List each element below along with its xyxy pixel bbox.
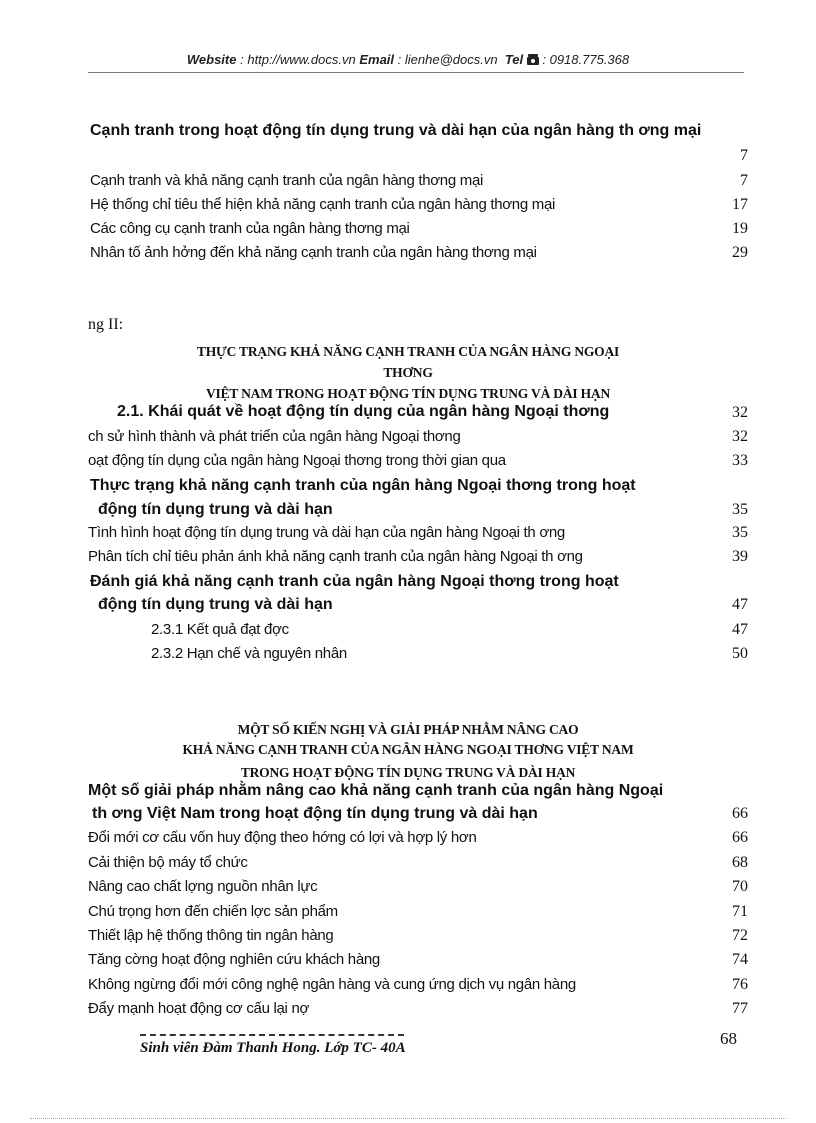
page-ref: 77 bbox=[732, 1000, 748, 1017]
toc-entry: Đẩy mạnh hoạt động cơ cấu lại nợ bbox=[88, 1000, 310, 1017]
toc-entry: oạt động tín dụng của ngân hàng Ngoại thơng trong thời gian qua bbox=[88, 452, 506, 469]
page-ref: 29 bbox=[732, 244, 748, 261]
section-heading: Cạnh tranh trong hoạt động tín dụng trung và dài hạn của ngân hàng th ơng mại bbox=[90, 122, 702, 139]
page-ref: 33 bbox=[732, 452, 748, 469]
tel-label: Tel bbox=[504, 52, 524, 67]
header-rule bbox=[88, 72, 744, 73]
page-number: 68 bbox=[720, 1029, 737, 1048]
page-ref: 66 bbox=[732, 829, 748, 846]
toc-entry: Không ngừng đổi mới công nghệ ngân hàng và cung ứng dịch vụ ngân hàng bbox=[88, 976, 576, 993]
chapter-label: ng II: bbox=[88, 316, 124, 333]
toc-entry: 2.3.1 Kết quả đạt đợc bbox=[151, 621, 289, 638]
toc-entry: Cạnh tranh và khả năng cạnh tranh của ngân hàng thơng mại bbox=[90, 172, 484, 189]
page-header bbox=[0, 52, 816, 67]
tel-value: : 0918.775.368 bbox=[542, 52, 630, 67]
page-ref: 32 bbox=[732, 428, 748, 445]
toc-entry: Nâng cao chất lợng nguồn nhân lực bbox=[88, 878, 318, 895]
email-label: Email bbox=[359, 52, 395, 67]
toc-entry: Chú trọng hơn đến chiến lợc sản phẩm bbox=[88, 903, 338, 920]
chapter-title-line: THỰC TRẠNG KHẢ NĂNG CẠNH TRANH CỦA NGÂN HÀNG NGOẠI bbox=[196, 344, 620, 359]
page-ref: 47 bbox=[732, 621, 748, 638]
website-value: : http://www.docs.vn bbox=[240, 52, 356, 67]
page-ref: 74 bbox=[732, 951, 748, 968]
section-heading: Thực trạng khả năng cạnh tranh của ngân hàng Ngoại thơng trong hoạt bbox=[90, 477, 636, 494]
toc-entry: Hệ thống chỉ tiêu thể hiện khả năng cạnh tranh của ngân hàng thơng mại bbox=[90, 196, 556, 213]
toc-entry: 2.3.2 Hạn chế và nguyên nhân bbox=[151, 645, 347, 662]
toc-entry: Tình hình hoạt động tín dụng trung và dài hạn của ngân hàng Ngoại th ơng bbox=[88, 524, 565, 541]
section-heading: 2.1. Khái quát về hoạt động tín dụng của ngân hàng Ngoại thơng bbox=[117, 403, 610, 420]
page-ref: 17 bbox=[732, 196, 748, 213]
page-ref: 35 bbox=[732, 501, 748, 518]
chapter-title-line: KHẢ NĂNG CẠNH TRANH CỦA NGÂN HÀNG NGOẠI THƠNG VIỆT NAM bbox=[182, 742, 634, 757]
footer-rule bbox=[140, 1034, 404, 1036]
chapter-title-line: THƠNG bbox=[383, 365, 433, 380]
page-ref: 47 bbox=[732, 596, 748, 613]
website-label: Website bbox=[186, 52, 237, 67]
toc-entry: Tăng cờng hoạt động nghiên cứu khách hàng bbox=[88, 951, 380, 968]
page-ref: 32 bbox=[732, 404, 748, 421]
toc-entry: Cải thiện bộ máy tổ chức bbox=[88, 854, 248, 871]
page-ref: 7 bbox=[740, 172, 748, 189]
bottom-border bbox=[30, 1118, 786, 1119]
page-ref: 68 bbox=[732, 854, 748, 871]
section-heading: Một số giải pháp nhằm nâng cao khả năng cạnh tranh của ngân hàng Ngoại bbox=[88, 782, 664, 799]
page-ref: 7 bbox=[740, 147, 748, 164]
footer-author: Sinh viên Đàm Thanh Hong. Lớp TC- 40A bbox=[140, 1040, 406, 1056]
page-ref: 39 bbox=[732, 548, 748, 565]
toc-entry: Các công cụ cạnh tranh của ngân hàng thơng mại bbox=[90, 220, 410, 237]
section-heading: động tín dụng trung và dài hạn bbox=[98, 596, 333, 613]
page-ref: 35 bbox=[732, 524, 748, 541]
page-ref: 71 bbox=[732, 903, 748, 920]
toc-entry: ch sử hình thành và phát triển của ngân hàng Ngoại thơng bbox=[88, 428, 461, 445]
page-ref: 76 bbox=[732, 976, 748, 993]
page-ref: 70 bbox=[732, 878, 748, 895]
chapter-title-line: VIỆT NAM TRONG HOẠT ĐỘNG TÍN DỤNG TRUNG VÀ DÀI HẠN bbox=[205, 386, 611, 401]
toc-entry: Nhân tố ảnh hởng đến khả năng cạnh tranh của ngân hàng thơng mại bbox=[90, 244, 537, 261]
toc-entry: Đổi mới cơ cấu vốn huy động theo hớng có lợi và hợp lý hơn bbox=[88, 829, 477, 846]
section-heading: động tín dụng trung và dài hạn bbox=[98, 501, 333, 518]
chapter-title-line: MỘT SỐ KIẾN NGHỊ VÀ GIẢI PHÁP NHẰM NÂNG CAO bbox=[237, 722, 579, 737]
chapter-title-line: TRONG HOẠT ĐỘNG TÍN DỤNG TRUNG VÀ DÀI HẠN bbox=[240, 765, 576, 780]
toc-entry: Thiết lập hệ thống thông tin ngân hàng bbox=[88, 927, 334, 944]
page-ref: 19 bbox=[732, 220, 748, 237]
toc-entry: Phân tích chỉ tiêu phản ánh khả năng cạnh tranh của ngân hàng Ngoại th ơng bbox=[88, 548, 583, 565]
section-heading: Đánh giá khả năng cạnh tranh của ngân hàng Ngoại thơng trong hoạt bbox=[90, 573, 619, 590]
phone-icon bbox=[527, 52, 539, 67]
page-ref: 66 bbox=[732, 805, 748, 822]
page-ref: 72 bbox=[732, 927, 748, 944]
email-value: : lienhe@docs.vn bbox=[397, 52, 498, 67]
section-heading: th ơng Việt Nam trong hoạt động tín dụng trung và dài hạn bbox=[92, 805, 538, 822]
page-ref: 50 bbox=[732, 645, 748, 662]
